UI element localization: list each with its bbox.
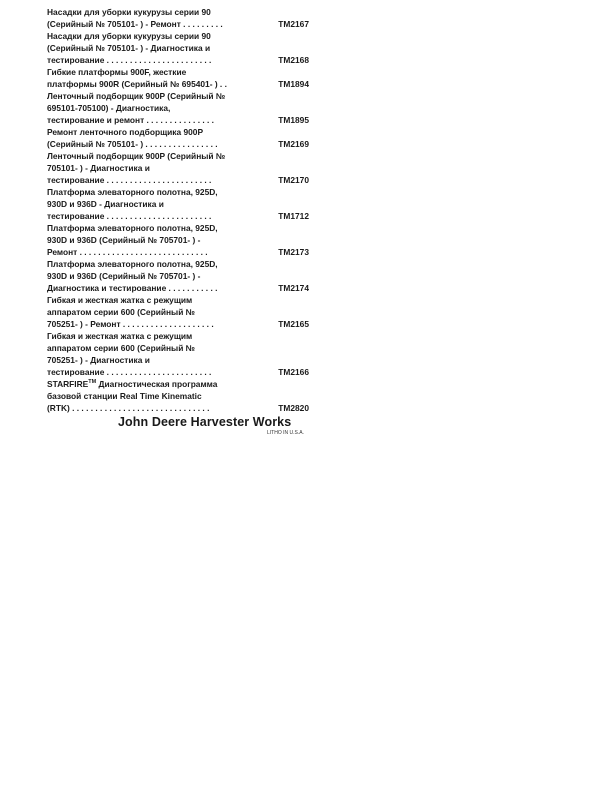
list-item	[47, 294, 309, 330]
entry-line: 705251- ) - Ремонт . . . . . . . . . . . . . . . . . . . .	[47, 319, 214, 329]
list-item	[47, 150, 309, 186]
entry-line: тестирование и ремонт . . . . . . . . . . . . . . .	[47, 115, 214, 125]
list-item	[47, 6, 309, 30]
entry-line: Ленточный подборщик 900P (Серийный №	[47, 151, 226, 161]
manual-code: TM2169	[278, 139, 309, 149]
entry-line: (RTK) . . . . . . . . . . . . . . . . . . . . . . . . . . . . . .	[47, 403, 210, 413]
entry-line: Насадки для уборки кукурузы серии 90	[47, 31, 211, 41]
list-item	[47, 222, 309, 258]
list-item	[47, 186, 309, 222]
list-item	[47, 66, 309, 90]
entry-line	[47, 378, 309, 390]
entry-line: платформы 900R (Серийный № 695401- ) . .	[47, 79, 227, 89]
list-item	[47, 126, 309, 150]
entry-line: 930D и 936D (Серийный № 705701- ) -	[47, 235, 201, 245]
entry-line: Ремонт ленточного подборщика 900P	[47, 127, 204, 137]
manual-code: TM2174	[278, 283, 309, 293]
entry-line: аппаратом серии 600 (Серийный №	[47, 343, 196, 353]
publisher-title: John Deere Harvester Works	[118, 415, 292, 429]
manual-code: TM2165	[278, 319, 309, 329]
entry-line: тестирование . . . . . . . . . . . . . . . . . . . . . . .	[47, 367, 212, 377]
manual-code: TM1895	[278, 115, 309, 125]
entry-line-text: Диагностическая программа	[98, 379, 218, 389]
entry-line: 930D и 936D - Диагностика и	[47, 199, 164, 209]
entry-line: Платформа элеваторного полотна, 925D,	[47, 187, 218, 197]
entry-line: 930D и 936D (Серийный № 705701- ) -	[47, 271, 201, 281]
entry-line: Платформа элеваторного полотна, 925D,	[47, 259, 218, 269]
list-item	[47, 378, 309, 414]
entry-line: Диагностика и тестирование . . . . . . . . . . .	[47, 283, 218, 293]
entry-line: Ремонт . . . . . . . . . . . . . . . . . . . . . . . . . . . .	[47, 247, 208, 257]
manual-code: TM1712	[278, 211, 309, 221]
entry-line: (Серийный № 705101- ) - Диагностика и	[47, 43, 211, 53]
manual-code: TM2168	[278, 55, 309, 65]
entry-line: Гибкая и жесткая жатка с режущим	[47, 295, 193, 305]
litho-note: LITHO IN U.S.A.	[267, 430, 304, 436]
entry-line: 705251- ) - Диагностика и	[47, 355, 150, 365]
entry-line: Насадки для уборки кукурузы серии 90	[47, 7, 211, 17]
entry-line: Ленточный подборщик 900P (Серийный №	[47, 91, 226, 101]
manual-code: TM2166	[278, 367, 309, 377]
trademark-mark: TM	[88, 379, 97, 386]
brand-name: STARFIRE	[47, 379, 89, 389]
list-item	[47, 90, 309, 126]
entry-line: аппаратом серии 600 (Серийный №	[47, 307, 196, 317]
list-item	[47, 258, 309, 294]
entry-line: тестирование . . . . . . . . . . . . . . . . . . . . . . .	[47, 175, 212, 185]
manual-code: TM2167	[278, 19, 309, 29]
manual-code: TM1894	[278, 79, 309, 89]
manual-listing	[47, 6, 309, 414]
manual-code: TM2820	[278, 403, 309, 413]
manual-code: TM2173	[278, 247, 309, 257]
entry-line: тестирование . . . . . . . . . . . . . . . . . . . . . . .	[47, 55, 212, 65]
entry-line: Гибкие платформы 900F, жесткие	[47, 67, 187, 77]
entry-line: 695101-705100) - Диагностика,	[47, 103, 171, 113]
list-item	[47, 330, 309, 378]
entry-line: Гибкая и жесткая жатка с режущим	[47, 331, 193, 341]
entry-line: (Серийный № 705101- ) - Ремонт . . . . . . . . .	[47, 19, 223, 29]
entry-line: (Серийный № 705101- ) . . . . . . . . . . . . . . . .	[47, 139, 218, 149]
list-item	[47, 30, 309, 66]
manual-code: TM2170	[278, 175, 309, 185]
entry-line: Платформа элеваторного полотна, 925D,	[47, 223, 218, 233]
entry-line: базовой станции Real Time Kinematic	[47, 391, 202, 401]
entry-line: тестирование . . . . . . . . . . . . . . . . . . . . . . .	[47, 211, 212, 221]
entry-line: 705101- ) - Диагностика и	[47, 163, 150, 173]
